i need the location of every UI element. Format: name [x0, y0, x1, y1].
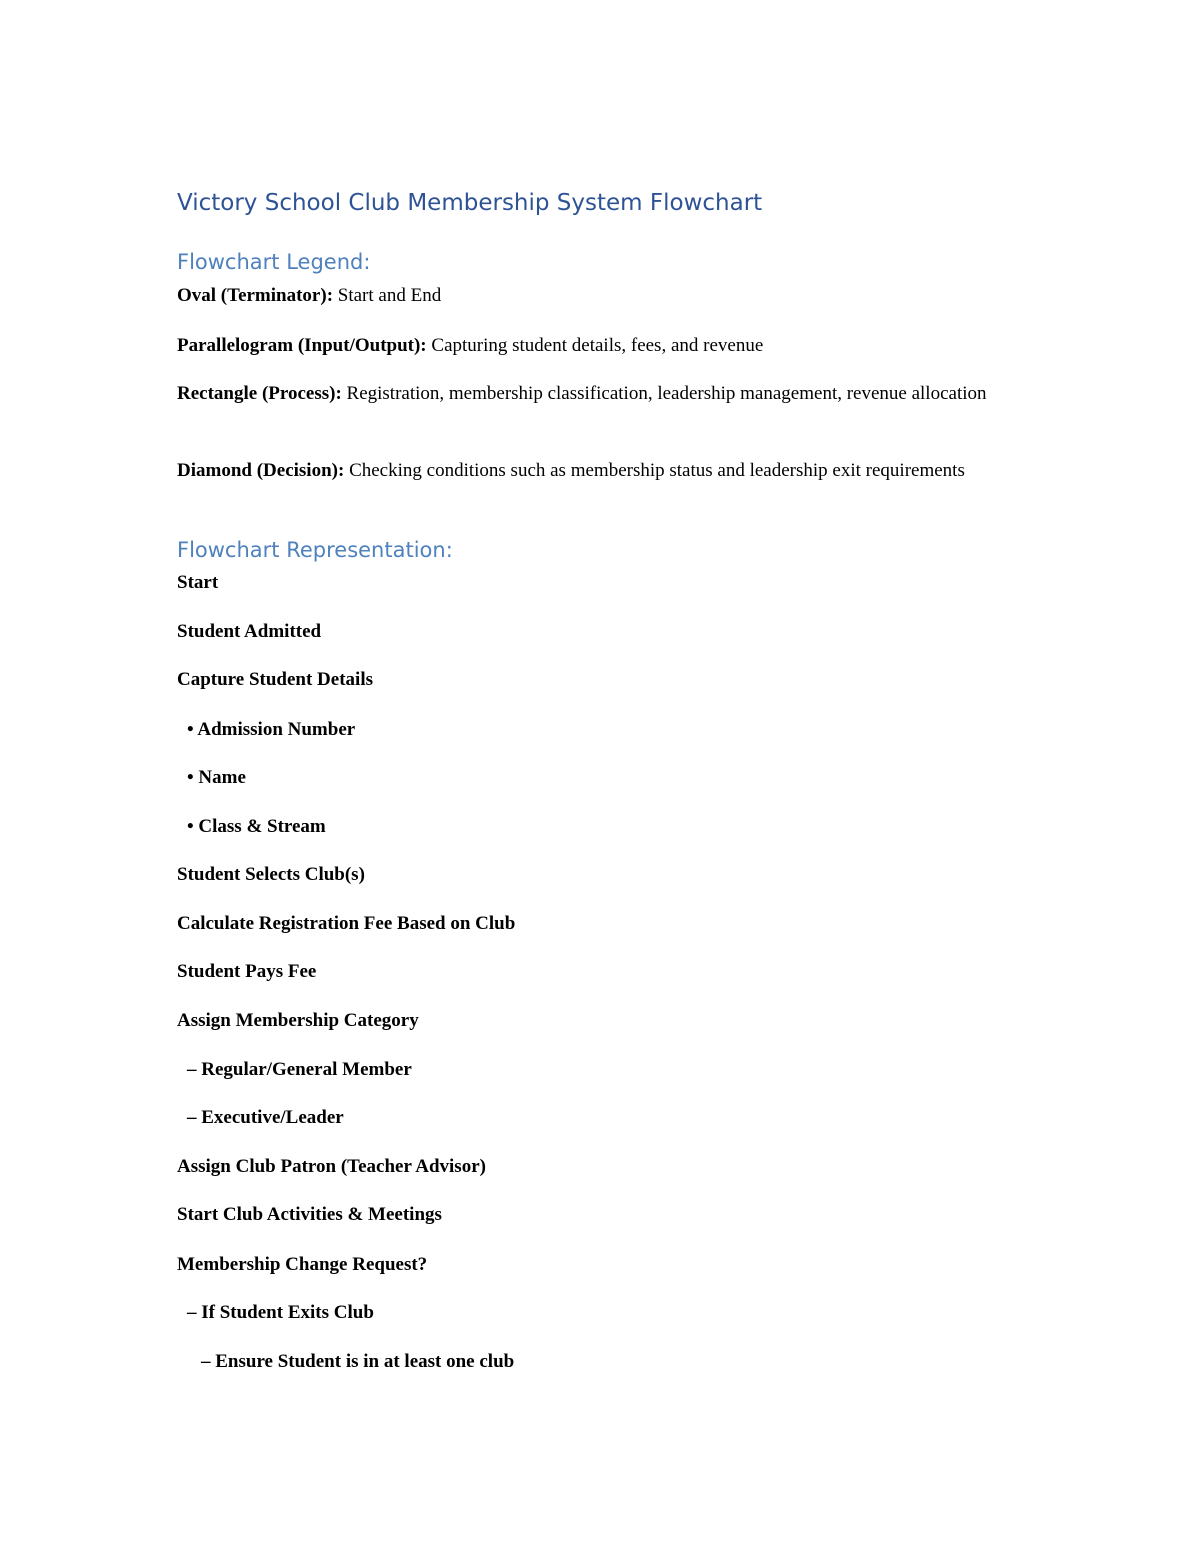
step-start: Start: [177, 572, 219, 593]
step-sub-student-exits: – If Student Exits Club: [187, 1302, 374, 1323]
step-sub-ensure-one-club: – Ensure Student is in at least one club: [201, 1351, 515, 1372]
step-start-activities: Start Club Activities & Meetings: [177, 1204, 442, 1225]
step-sub-regular-member: – Regular/General Member: [187, 1059, 412, 1080]
legend-term: Parallelogram (Input/Output):: [177, 335, 427, 356]
step-sub-admission-number: • Admission Number: [187, 719, 356, 740]
step-pays-fee: Student Pays Fee: [177, 961, 317, 982]
legend-term: Oval (Terminator):: [177, 285, 334, 306]
legend-item-oval: [177, 281, 1027, 310]
step-selects-club: Student Selects Club(s): [177, 864, 365, 885]
legend-description: Registration, membership classification, leadership management, revenue allocation: [341, 383, 987, 404]
step-calculate-fee: Calculate Registration Fee Based on Club: [177, 913, 516, 934]
representation-heading: Flowchart Representation:: [177, 538, 453, 562]
legend-description: Start and End: [333, 285, 442, 306]
legend-term: Diamond (Decision):: [177, 460, 345, 481]
step-assign-patron: Assign Club Patron (Teacher Advisor): [177, 1156, 486, 1177]
legend-term: Rectangle (Process):: [177, 383, 342, 404]
legend-item-diamond: [177, 456, 1027, 485]
step-sub-name: • Name: [187, 767, 246, 788]
step-capture-details: Capture Student Details: [177, 669, 373, 690]
legend-item-rectangle: [177, 379, 1027, 408]
legend-description: Capturing student details, fees, and revenue: [426, 335, 764, 356]
step-student-admitted: Student Admitted: [177, 621, 322, 642]
legend-description: Checking conditions such as membership status and leadership exit requirements: [344, 460, 965, 481]
step-sub-executive-leader: – Executive/Leader: [187, 1107, 344, 1128]
legend-item-parallelogram: [177, 331, 1027, 360]
legend-heading: Flowchart Legend:: [177, 250, 371, 274]
step-assign-category: Assign Membership Category: [177, 1010, 419, 1031]
document-title: Victory School Club Membership System Flowchart: [177, 190, 763, 216]
step-sub-class-stream: • Class & Stream: [187, 816, 326, 837]
step-change-request: Membership Change Request?: [177, 1254, 428, 1275]
